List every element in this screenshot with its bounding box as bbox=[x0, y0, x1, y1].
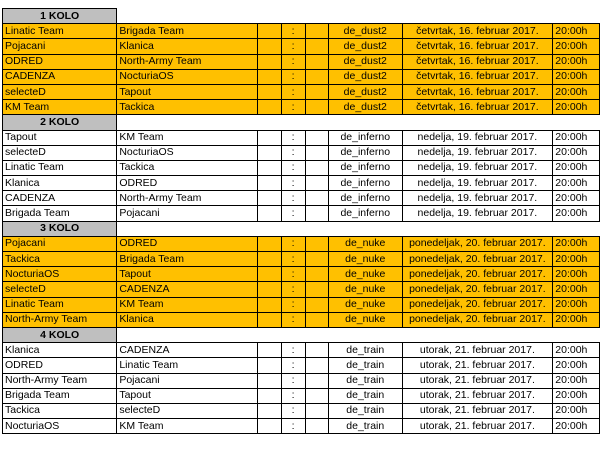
round-header-spacer bbox=[117, 327, 600, 342]
away-score-cell[interactable] bbox=[305, 419, 329, 434]
home-score-cell[interactable] bbox=[258, 267, 282, 282]
date-cell[interactable]: nedelja, 19. februar 2017. bbox=[402, 176, 553, 191]
map-cell[interactable]: de_nuke bbox=[329, 236, 402, 251]
time-cell[interactable]: 20:00h bbox=[553, 130, 600, 145]
date-cell[interactable]: ponedeljak, 20. februar 2017. bbox=[402, 312, 553, 327]
time-cell[interactable]: 20:00h bbox=[553, 373, 600, 388]
away-team-cell[interactable]: KM Team bbox=[117, 130, 258, 145]
away-score-cell[interactable] bbox=[305, 206, 329, 221]
time-cell[interactable]: 20:00h bbox=[553, 39, 600, 54]
time-cell[interactable]: 20:00h bbox=[553, 160, 600, 175]
score-separator[interactable]: : bbox=[281, 312, 305, 327]
match-row[interactable] bbox=[3, 267, 600, 282]
home-score-cell[interactable] bbox=[258, 84, 282, 99]
home-score-cell[interactable] bbox=[258, 312, 282, 327]
map-cell[interactable]: de_dust2 bbox=[329, 24, 402, 39]
match-row[interactable] bbox=[3, 388, 600, 403]
score-separator[interactable]: : bbox=[281, 343, 305, 358]
round-header-row bbox=[3, 327, 600, 342]
home-team-cell[interactable]: Klanica bbox=[3, 343, 117, 358]
away-score-cell[interactable] bbox=[305, 343, 329, 358]
home-team-cell[interactable]: Brigada Team bbox=[3, 206, 117, 221]
match-row[interactable] bbox=[3, 282, 600, 297]
home-team-cell[interactable]: KM Team bbox=[3, 100, 117, 115]
away-score-cell[interactable] bbox=[305, 191, 329, 206]
match-row[interactable] bbox=[3, 252, 600, 267]
time-cell[interactable]: 20:00h bbox=[553, 267, 600, 282]
away-team-cell[interactable]: Brigada Team bbox=[117, 252, 258, 267]
away-team-cell[interactable]: Tapout bbox=[117, 267, 258, 282]
time-cell[interactable]: 20:00h bbox=[553, 282, 600, 297]
away-team-cell[interactable]: Pojacani bbox=[117, 373, 258, 388]
match-row[interactable] bbox=[3, 176, 600, 191]
away-team-cell[interactable]: Tapout bbox=[117, 84, 258, 99]
map-cell[interactable]: de_dust2 bbox=[329, 54, 402, 69]
time-cell[interactable]: 20:00h bbox=[553, 84, 600, 99]
home-score-cell[interactable] bbox=[258, 191, 282, 206]
away-team-cell[interactable]: ODRED bbox=[117, 236, 258, 251]
home-score-cell[interactable] bbox=[258, 358, 282, 373]
match-row[interactable] bbox=[3, 54, 600, 69]
away-score-cell[interactable] bbox=[305, 84, 329, 99]
time-cell[interactable]: 20:00h bbox=[553, 54, 600, 69]
home-score-cell[interactable] bbox=[258, 373, 282, 388]
match-row[interactable] bbox=[3, 373, 600, 388]
home-team-cell[interactable]: selecteD bbox=[3, 145, 117, 160]
time-cell[interactable]: 20:00h bbox=[553, 206, 600, 221]
away-team-cell[interactable]: CADENZA bbox=[117, 343, 258, 358]
away-team-cell[interactable]: Klanica bbox=[117, 39, 258, 54]
away-team-cell[interactable]: Tackica bbox=[117, 100, 258, 115]
home-score-cell[interactable] bbox=[258, 297, 282, 312]
home-team-cell[interactable]: ODRED bbox=[3, 358, 117, 373]
time-cell[interactable]: 20:00h bbox=[553, 236, 600, 251]
time-cell[interactable]: 20:00h bbox=[553, 191, 600, 206]
away-score-cell[interactable] bbox=[305, 69, 329, 84]
time-cell[interactable]: 20:00h bbox=[553, 403, 600, 418]
home-team-cell[interactable]: Pojacani bbox=[3, 236, 117, 251]
date-cell[interactable]: nedelja, 19. februar 2017. bbox=[402, 206, 553, 221]
match-row[interactable] bbox=[3, 39, 600, 54]
score-separator[interactable]: : bbox=[281, 160, 305, 175]
home-score-cell[interactable] bbox=[258, 130, 282, 145]
schedule-table bbox=[2, 8, 600, 434]
map-cell[interactable]: de_nuke bbox=[329, 267, 402, 282]
match-row[interactable] bbox=[3, 403, 600, 418]
home-team-cell[interactable]: Tackica bbox=[3, 403, 117, 418]
score-separator[interactable]: : bbox=[281, 419, 305, 434]
away-team-cell[interactable]: Pojacani bbox=[117, 206, 258, 221]
score-separator[interactable]: : bbox=[281, 252, 305, 267]
match-row[interactable] bbox=[3, 358, 600, 373]
away-score-cell[interactable] bbox=[305, 24, 329, 39]
away-score-cell[interactable] bbox=[305, 39, 329, 54]
home-score-cell[interactable] bbox=[258, 282, 282, 297]
match-row[interactable] bbox=[3, 206, 600, 221]
date-cell[interactable]: utorak, 21. februar 2017. bbox=[402, 419, 553, 434]
away-team-cell[interactable]: KM Team bbox=[117, 419, 258, 434]
home-score-cell[interactable] bbox=[258, 252, 282, 267]
date-cell[interactable]: nedelja, 19. februar 2017. bbox=[402, 160, 553, 175]
away-team-cell[interactable]: Klanica bbox=[117, 312, 258, 327]
home-score-cell[interactable] bbox=[258, 419, 282, 434]
time-cell[interactable]: 20:00h bbox=[553, 358, 600, 373]
round-title: 4 KOLO bbox=[3, 327, 117, 342]
date-cell[interactable]: ponedeljak, 20. februar 2017. bbox=[402, 282, 553, 297]
away-team-cell[interactable]: North-Army Team bbox=[117, 54, 258, 69]
home-score-cell[interactable] bbox=[258, 69, 282, 84]
home-score-cell[interactable] bbox=[258, 403, 282, 418]
match-row[interactable] bbox=[3, 191, 600, 206]
date-cell[interactable]: utorak, 21. februar 2017. bbox=[402, 343, 553, 358]
date-cell[interactable]: četvrtak, 16. februar 2017. bbox=[402, 84, 553, 99]
away-score-cell[interactable] bbox=[305, 160, 329, 175]
time-cell[interactable]: 20:00h bbox=[553, 100, 600, 115]
round-title: 1 KOLO bbox=[3, 9, 117, 24]
map-cell[interactable]: de_dust2 bbox=[329, 84, 402, 99]
away-score-cell[interactable] bbox=[305, 54, 329, 69]
away-score-cell[interactable] bbox=[305, 373, 329, 388]
away-team-cell[interactable]: North-Army Team bbox=[117, 191, 258, 206]
away-score-cell[interactable] bbox=[305, 358, 329, 373]
date-cell[interactable]: četvrtak, 16. februar 2017. bbox=[402, 100, 553, 115]
time-cell[interactable]: 20:00h bbox=[553, 419, 600, 434]
time-cell[interactable]: 20:00h bbox=[553, 312, 600, 327]
map-cell[interactable]: de_train bbox=[329, 419, 402, 434]
away-score-cell[interactable] bbox=[305, 236, 329, 251]
home-score-cell[interactable] bbox=[258, 236, 282, 251]
score-separator[interactable]: : bbox=[281, 282, 305, 297]
home-team-cell[interactable]: Linatic Team bbox=[3, 160, 117, 175]
score-separator[interactable]: : bbox=[281, 176, 305, 191]
away-team-cell[interactable]: KM Team bbox=[117, 297, 258, 312]
map-cell[interactable]: de_train bbox=[329, 358, 402, 373]
home-score-cell[interactable] bbox=[258, 206, 282, 221]
score-separator[interactable]: : bbox=[281, 388, 305, 403]
away-score-cell[interactable] bbox=[305, 388, 329, 403]
score-separator[interactable]: : bbox=[281, 24, 305, 39]
date-cell[interactable]: ponedeljak, 20. februar 2017. bbox=[402, 236, 553, 251]
map-cell[interactable]: de_nuke bbox=[329, 297, 402, 312]
away-team-cell[interactable]: Brigada Team bbox=[117, 24, 258, 39]
date-cell[interactable]: utorak, 21. februar 2017. bbox=[402, 358, 553, 373]
schedule-body bbox=[3, 9, 600, 434]
match-row[interactable] bbox=[3, 312, 600, 327]
home-score-cell[interactable] bbox=[258, 160, 282, 175]
home-team-cell[interactable]: Brigada Team bbox=[3, 388, 117, 403]
match-row[interactable] bbox=[3, 343, 600, 358]
score-separator[interactable]: : bbox=[281, 69, 305, 84]
score-separator[interactable]: : bbox=[281, 236, 305, 251]
match-row[interactable] bbox=[3, 24, 600, 39]
map-cell[interactable]: de_train bbox=[329, 373, 402, 388]
round-header-spacer bbox=[117, 221, 600, 236]
map-cell[interactable]: de_inferno bbox=[329, 145, 402, 160]
time-cell[interactable]: 20:00h bbox=[553, 252, 600, 267]
match-row[interactable] bbox=[3, 160, 600, 175]
round-header-row bbox=[3, 115, 600, 130]
home-team-cell[interactable]: Tapout bbox=[3, 130, 117, 145]
map-cell[interactable]: de_inferno bbox=[329, 176, 402, 191]
away-team-cell[interactable]: CADENZA bbox=[117, 282, 258, 297]
map-cell[interactable]: de_inferno bbox=[329, 206, 402, 221]
round-title: 3 KOLO bbox=[3, 221, 117, 236]
match-row[interactable] bbox=[3, 145, 600, 160]
round-header-spacer bbox=[117, 115, 600, 130]
round-header-row bbox=[3, 221, 600, 236]
date-cell[interactable]: nedelja, 19. februar 2017. bbox=[402, 145, 553, 160]
time-cell[interactable]: 20:00h bbox=[553, 145, 600, 160]
date-cell[interactable]: ponedeljak, 20. februar 2017. bbox=[402, 267, 553, 282]
date-cell[interactable]: utorak, 21. februar 2017. bbox=[402, 373, 553, 388]
date-cell[interactable]: nedelja, 19. februar 2017. bbox=[402, 191, 553, 206]
away-score-cell[interactable] bbox=[305, 252, 329, 267]
score-separator[interactable]: : bbox=[281, 191, 305, 206]
home-score-cell[interactable] bbox=[258, 54, 282, 69]
home-team-cell[interactable]: NocturiaOS bbox=[3, 419, 117, 434]
score-separator[interactable]: : bbox=[281, 358, 305, 373]
round-header-spacer bbox=[117, 9, 600, 24]
match-row[interactable] bbox=[3, 130, 600, 145]
time-cell[interactable]: 20:00h bbox=[553, 176, 600, 191]
score-separator[interactable]: : bbox=[281, 39, 305, 54]
away-team-cell[interactable]: NocturiaOS bbox=[117, 69, 258, 84]
score-separator[interactable]: : bbox=[281, 297, 305, 312]
date-cell[interactable]: nedelja, 19. februar 2017. bbox=[402, 130, 553, 145]
home-score-cell[interactable] bbox=[258, 176, 282, 191]
map-cell[interactable]: de_train bbox=[329, 343, 402, 358]
away-score-cell[interactable] bbox=[305, 267, 329, 282]
map-cell[interactable]: de_nuke bbox=[329, 312, 402, 327]
match-row[interactable] bbox=[3, 236, 600, 251]
score-separator[interactable]: : bbox=[281, 206, 305, 221]
date-cell[interactable]: utorak, 21. februar 2017. bbox=[402, 388, 553, 403]
home-score-cell[interactable] bbox=[258, 145, 282, 160]
home-team-cell[interactable]: selecteD bbox=[3, 84, 117, 99]
map-cell[interactable]: de_train bbox=[329, 388, 402, 403]
match-row[interactable] bbox=[3, 419, 600, 434]
map-cell[interactable]: de_nuke bbox=[329, 282, 402, 297]
map-cell[interactable]: de_dust2 bbox=[329, 39, 402, 54]
date-cell[interactable]: četvrtak, 16. februar 2017. bbox=[402, 69, 553, 84]
home-team-cell[interactable]: Klanica bbox=[3, 176, 117, 191]
home-score-cell[interactable] bbox=[258, 343, 282, 358]
score-separator[interactable]: : bbox=[281, 267, 305, 282]
away-score-cell[interactable] bbox=[305, 130, 329, 145]
score-separator[interactable]: : bbox=[281, 84, 305, 99]
home-team-cell[interactable]: selecteD bbox=[3, 282, 117, 297]
away-score-cell[interactable] bbox=[305, 176, 329, 191]
time-cell[interactable]: 20:00h bbox=[553, 388, 600, 403]
home-team-cell[interactable]: NocturiaOS bbox=[3, 267, 117, 282]
home-score-cell[interactable] bbox=[258, 100, 282, 115]
map-cell[interactable]: de_dust2 bbox=[329, 69, 402, 84]
home-score-cell[interactable] bbox=[258, 388, 282, 403]
map-cell[interactable]: de_dust2 bbox=[329, 100, 402, 115]
round-header-row bbox=[3, 9, 600, 24]
date-cell[interactable]: ponedeljak, 20. februar 2017. bbox=[402, 252, 553, 267]
away-score-cell[interactable] bbox=[305, 297, 329, 312]
score-separator[interactable]: : bbox=[281, 130, 305, 145]
home-team-cell[interactable]: North-Army Team bbox=[3, 312, 117, 327]
away-team-cell[interactable]: Tapout bbox=[117, 388, 258, 403]
date-cell[interactable]: četvrtak, 16. februar 2017. bbox=[402, 54, 553, 69]
score-separator[interactable]: : bbox=[281, 100, 305, 115]
away-score-cell[interactable] bbox=[305, 282, 329, 297]
home-team-cell[interactable]: Linatic Team bbox=[3, 297, 117, 312]
date-cell[interactable]: četvrtak, 16. februar 2017. bbox=[402, 39, 553, 54]
map-cell[interactable]: de_train bbox=[329, 403, 402, 418]
home-team-cell[interactable]: CADENZA bbox=[3, 191, 117, 206]
time-cell[interactable]: 20:00h bbox=[553, 24, 600, 39]
map-cell[interactable]: de_inferno bbox=[329, 160, 402, 175]
map-cell[interactable]: de_inferno bbox=[329, 130, 402, 145]
date-cell[interactable]: ponedeljak, 20. februar 2017. bbox=[402, 297, 553, 312]
home-team-cell[interactable]: North-Army Team bbox=[3, 373, 117, 388]
match-row[interactable] bbox=[3, 84, 600, 99]
match-row[interactable] bbox=[3, 297, 600, 312]
away-team-cell[interactable]: Tackica bbox=[117, 160, 258, 175]
away-score-cell[interactable] bbox=[305, 145, 329, 160]
home-team-cell[interactable]: Linatic Team bbox=[3, 24, 117, 39]
score-separator[interactable]: : bbox=[281, 54, 305, 69]
home-team-cell[interactable]: ODRED bbox=[3, 54, 117, 69]
home-team-cell[interactable]: CADENZA bbox=[3, 69, 117, 84]
away-score-cell[interactable] bbox=[305, 100, 329, 115]
score-separator[interactable]: : bbox=[281, 403, 305, 418]
time-cell[interactable]: 20:00h bbox=[553, 343, 600, 358]
home-score-cell[interactable] bbox=[258, 24, 282, 39]
score-separator[interactable]: : bbox=[281, 373, 305, 388]
round-title: 2 KOLO bbox=[3, 115, 117, 130]
time-cell[interactable]: 20:00h bbox=[553, 297, 600, 312]
away-team-cell[interactable]: Linatic Team bbox=[117, 358, 258, 373]
score-separator[interactable]: : bbox=[281, 145, 305, 160]
away-team-cell[interactable]: ODRED bbox=[117, 176, 258, 191]
home-team-cell[interactable]: Tackica bbox=[3, 252, 117, 267]
home-team-cell[interactable]: Pojacani bbox=[3, 39, 117, 54]
away-score-cell[interactable] bbox=[305, 403, 329, 418]
map-cell[interactable]: de_inferno bbox=[329, 191, 402, 206]
date-cell[interactable]: četvrtak, 16. februar 2017. bbox=[402, 24, 553, 39]
match-row[interactable] bbox=[3, 100, 600, 115]
away-team-cell[interactable]: NocturiaOS bbox=[117, 145, 258, 160]
date-cell[interactable]: utorak, 21. februar 2017. bbox=[402, 403, 553, 418]
map-cell[interactable]: de_nuke bbox=[329, 252, 402, 267]
away-score-cell[interactable] bbox=[305, 312, 329, 327]
away-team-cell[interactable]: selecteD bbox=[117, 403, 258, 418]
time-cell[interactable]: 20:00h bbox=[553, 69, 600, 84]
match-row[interactable] bbox=[3, 69, 600, 84]
home-score-cell[interactable] bbox=[258, 39, 282, 54]
